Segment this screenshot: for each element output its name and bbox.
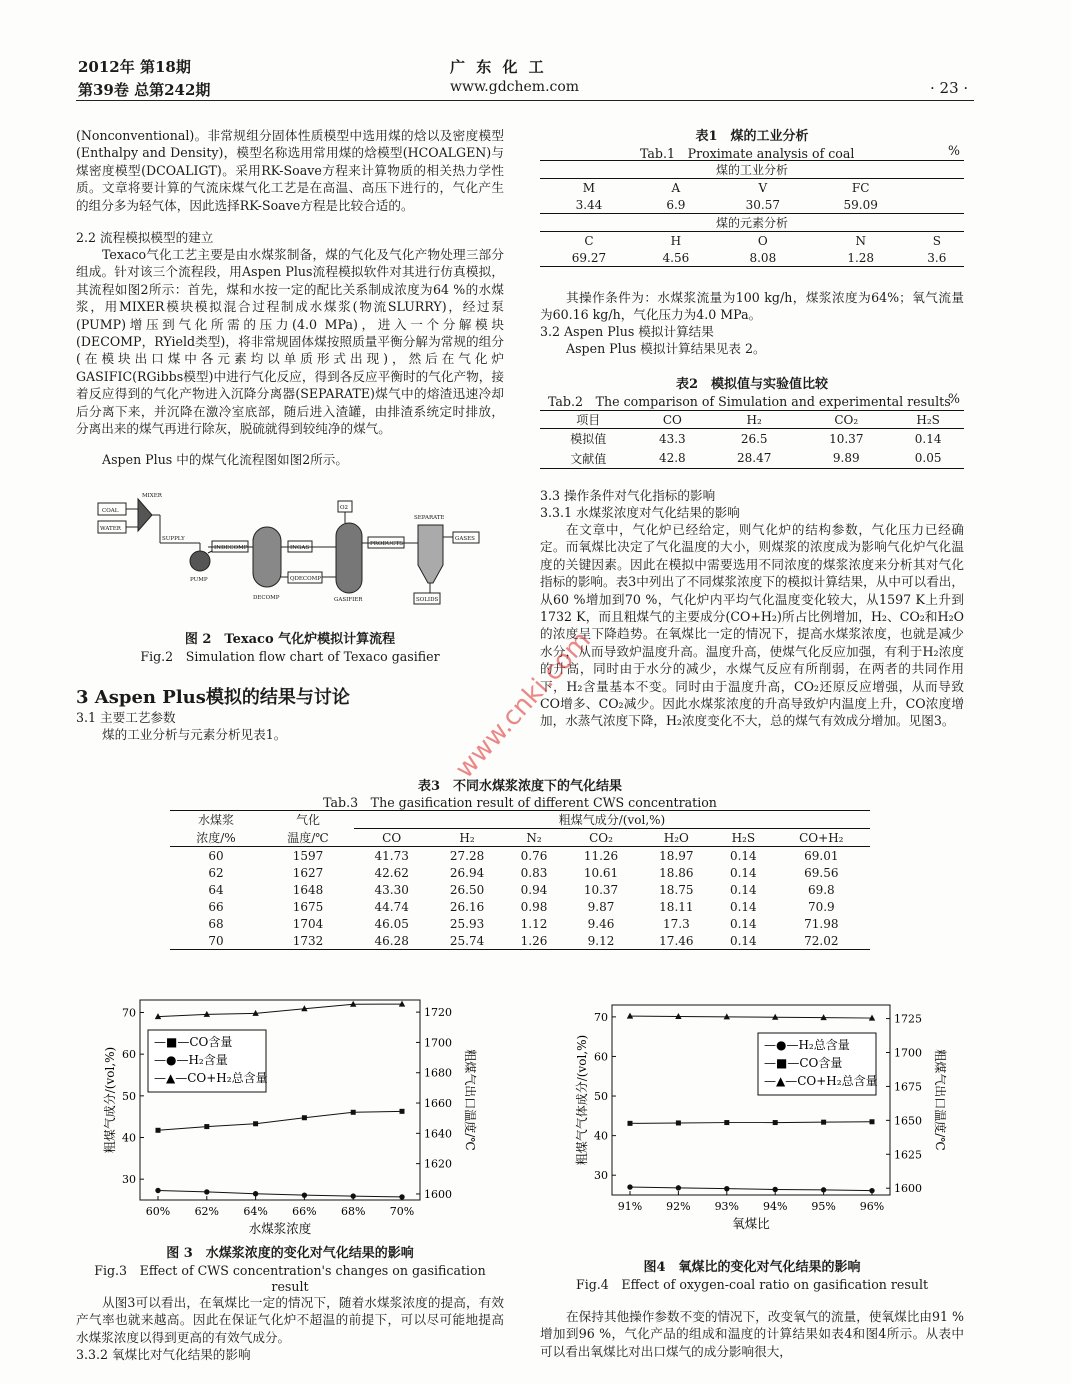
table1-sub1: 煤的工业分析 bbox=[540, 161, 964, 179]
fig2-caption-cn: 图 2 Texaco 气化炉模拟计算流程 bbox=[184, 632, 396, 647]
table3-cell: 69.56 bbox=[804, 865, 839, 880]
table-row bbox=[170, 915, 870, 932]
section-3-3: 3.3 操作条件对气化指标的影响 bbox=[540, 488, 716, 503]
data-point bbox=[302, 1115, 307, 1120]
data-point bbox=[773, 1120, 778, 1125]
y2-tick-label: 1700 bbox=[894, 1046, 922, 1060]
table3-cell: 26.94 bbox=[449, 865, 485, 880]
table3-cell: 1675 bbox=[292, 899, 324, 914]
table3-cell: 25.93 bbox=[449, 916, 485, 931]
table3-cell: 70 bbox=[208, 933, 224, 948]
table3-cell: 0.14 bbox=[729, 933, 757, 948]
table2-title-cn: 表2 模拟值与实验值比较 bbox=[675, 377, 829, 392]
fig4-caption-cn: 图4 氧煤比的变化对气化结果的影响 bbox=[643, 1260, 861, 1275]
table3-cell: 60 bbox=[208, 848, 224, 863]
table3-col-5: H₂S bbox=[731, 830, 756, 845]
data-point bbox=[351, 1193, 356, 1198]
table1-title-cn: 表1 煤的工业分析 bbox=[695, 129, 809, 144]
table1-h2-3: N bbox=[855, 233, 866, 248]
table2-head-0: 项目 bbox=[576, 413, 601, 427]
fig4-caption-en: Fig.4 Effect of oxygen-coal ratio on gasification result bbox=[575, 1277, 929, 1292]
flow-label-o2: O2 bbox=[340, 505, 349, 511]
table-row bbox=[170, 864, 870, 881]
data-point bbox=[724, 1120, 729, 1125]
y-tick-label: 50 bbox=[594, 1090, 608, 1104]
table2-r0-4: 0.14 bbox=[914, 431, 942, 446]
table3-cell: 44.74 bbox=[374, 899, 409, 914]
table1-h2-0: C bbox=[584, 233, 594, 248]
table1-h2-4: S bbox=[932, 233, 941, 248]
table3-cell: 0.14 bbox=[729, 865, 757, 880]
table3-cell: 9.87 bbox=[587, 899, 615, 914]
table-row bbox=[540, 429, 964, 449]
table-row bbox=[540, 179, 964, 197]
flow-pump-shape bbox=[190, 551, 210, 571]
data-point bbox=[302, 1192, 307, 1197]
series-line bbox=[158, 1111, 402, 1130]
table3-cell: 26.50 bbox=[449, 882, 485, 897]
table3-cell: 0.94 bbox=[520, 882, 548, 897]
y2-tick-label: 1640 bbox=[424, 1127, 452, 1141]
data-point bbox=[870, 1119, 875, 1124]
flow-label-solids: SOLIDS bbox=[416, 597, 439, 603]
legend-entry: —▲—CO+H₂总含量 bbox=[154, 1071, 268, 1085]
table3-cell: 0.14 bbox=[729, 916, 757, 931]
y2-axis-label: 粗煤气出口温度/℃ bbox=[463, 1049, 477, 1151]
flow-decomp-vessel bbox=[253, 527, 281, 587]
data-point bbox=[628, 1121, 633, 1126]
data-point bbox=[400, 1109, 405, 1114]
table1-h1-0: M bbox=[582, 180, 596, 195]
table2-r1-2: 28.47 bbox=[737, 451, 772, 466]
table3-col-0: CO bbox=[382, 830, 402, 845]
section-2-2: 2.2 流程模拟模型的建立 bbox=[76, 230, 214, 245]
flow-label-pump: PUMP bbox=[190, 577, 208, 583]
table-row bbox=[540, 249, 964, 267]
y2-tick-label: 1675 bbox=[894, 1080, 922, 1094]
issue-volume: 第39卷 总第242期 bbox=[78, 81, 211, 99]
data-point bbox=[869, 1188, 874, 1193]
table3-cell: 26.16 bbox=[449, 899, 485, 914]
table3-cell: 71.98 bbox=[804, 916, 839, 931]
table2-r1-4: 0.05 bbox=[914, 451, 942, 466]
fig3-caption-cn: 图 3 水煤浆浓度的变化对气化结果的影响 bbox=[166, 1246, 414, 1261]
y-tick-label: 40 bbox=[594, 1129, 608, 1143]
y2-tick-label: 1720 bbox=[424, 1006, 452, 1020]
x-tick-label: 95% bbox=[811, 1200, 836, 1213]
table3-h-temp1: 气化 bbox=[295, 813, 320, 828]
table-row bbox=[170, 932, 870, 950]
table2-head-3: CO₂ bbox=[834, 412, 859, 427]
data-point bbox=[676, 1120, 681, 1125]
table1-r1-1: 6.9 bbox=[666, 197, 686, 212]
flow-label-mixer: MIXER bbox=[142, 493, 162, 499]
table3-cell: 0.76 bbox=[520, 848, 548, 863]
table2-unit: % bbox=[948, 391, 960, 406]
y2-tick-label: 1700 bbox=[424, 1036, 452, 1050]
table3 bbox=[170, 810, 870, 950]
table1-h2-2: O bbox=[757, 233, 768, 248]
table1-r1-0: 3.44 bbox=[575, 197, 603, 212]
table1-r2-3: 1.28 bbox=[847, 250, 875, 265]
table3-title-en: Tab.3 The gasification result of different CWS concentration bbox=[323, 795, 717, 810]
table2-r0-0: 模拟值 bbox=[570, 432, 607, 447]
table1-h1-3: FC bbox=[851, 180, 870, 195]
table3-cell: 10.61 bbox=[583, 865, 619, 880]
table3-cell: 17.3 bbox=[662, 916, 690, 931]
table3-cell: 43.30 bbox=[374, 882, 409, 897]
table3-cell: 9.12 bbox=[587, 933, 615, 948]
y-tick-label: 60 bbox=[594, 1050, 608, 1064]
table1-title-en: Tab.1 Proximate analysis of coal bbox=[640, 146, 855, 161]
data-point bbox=[204, 1124, 209, 1129]
flow-label-coal: COAL bbox=[102, 508, 119, 514]
fig2-caption-en: Fig.2 Simulation flow chart of Texaco gasifier bbox=[140, 649, 440, 664]
flow-separator-vessel bbox=[418, 525, 443, 583]
table2-head-2: H₂ bbox=[746, 412, 762, 427]
fig3-chart bbox=[90, 990, 500, 1240]
data-point bbox=[253, 1191, 258, 1196]
table3-cell: 1732 bbox=[292, 933, 324, 948]
table1-r2-4: 3.6 bbox=[927, 250, 947, 265]
page-number: · 23 · bbox=[930, 79, 969, 97]
x-tick-label: 60% bbox=[145, 1205, 171, 1218]
left-para-1: (Nonconventional)。非常规组分固体性质模型中选用煤的焓以及密度模型(Enthalpy and Density)，模型名称选用常用煤的焓模型(HCOALGEN)与煤密度模型(DCOALIGT)。采用RK-Soave方程来计算物质的相关热力学性质。文章将要计算的气流床煤气化工艺是在高温、高压下进行的，气化产生的组分多为轻气体，因此选择RK-Soave方程是比较合适的。 bbox=[76, 128, 504, 213]
watermark: www.cnki.com bbox=[449, 625, 597, 785]
table3-cell: 18.86 bbox=[659, 865, 694, 880]
flow-gasifier-vessel bbox=[336, 523, 362, 593]
table2-head-4: H₂S bbox=[916, 412, 940, 427]
table3-cell: 41.73 bbox=[374, 848, 409, 863]
section-3-3-1: 3.3.1 水煤浆浓度对气化结果的影响 bbox=[540, 505, 740, 520]
table3-cell: 0.14 bbox=[729, 848, 757, 863]
flow-label-ingas: INGAS bbox=[290, 545, 310, 551]
table3-cell: 70.9 bbox=[807, 899, 835, 914]
data-point bbox=[156, 1128, 161, 1133]
section-3-1: 3.1 主要工艺参数 bbox=[76, 710, 176, 725]
table3-cell: 66 bbox=[208, 899, 224, 914]
section-3-2: 3.2 Aspen Plus 模拟计算结果 bbox=[540, 324, 714, 339]
table2-r0-1: 43.3 bbox=[658, 431, 686, 446]
table3-cell: 62 bbox=[208, 865, 224, 880]
table3-cell: 42.62 bbox=[374, 865, 409, 880]
data-point bbox=[627, 1184, 632, 1189]
series-line bbox=[630, 1122, 872, 1124]
section-3-3-2: 3.3.2 氧煤比对气化结果的影响 bbox=[76, 1347, 251, 1362]
y2-tick-label: 1625 bbox=[894, 1148, 922, 1162]
y-tick-label: 70 bbox=[122, 1006, 136, 1020]
table3-cell: 0.14 bbox=[729, 882, 757, 897]
flow-label-water: WATER bbox=[100, 526, 121, 532]
issue-year: 2012年 第18期 bbox=[78, 58, 191, 76]
x-tick-label: 68% bbox=[340, 1205, 366, 1218]
flow-label-qdecomp: QDECOMP bbox=[290, 576, 321, 582]
table3-cell: 46.05 bbox=[374, 916, 409, 931]
legend-entry: —■—CO含量 bbox=[764, 1056, 843, 1070]
x-tick-label: 91% bbox=[617, 1200, 643, 1213]
table3-cell: 10.37 bbox=[583, 882, 619, 897]
data-point bbox=[155, 1188, 160, 1193]
y-axis-label: 粗煤气气体成分/(vol,%) bbox=[575, 1034, 589, 1166]
table3-cell: 27.28 bbox=[449, 848, 485, 863]
table3-cell: 0.14 bbox=[729, 899, 757, 914]
data-point bbox=[351, 1110, 356, 1115]
x-tick-label: 94% bbox=[762, 1200, 788, 1213]
table3-col-3: CO₂ bbox=[589, 830, 613, 845]
journal-url[interactable]: www.gdchem.com bbox=[450, 79, 580, 95]
series-line bbox=[158, 1004, 402, 1017]
table1-sub2: 煤的元素分析 bbox=[540, 214, 964, 232]
flow-mixer-shape bbox=[138, 499, 152, 531]
table2-r1-1: 42.8 bbox=[658, 451, 686, 466]
table3-cell: 18.75 bbox=[659, 882, 694, 897]
table3-cell: 72.02 bbox=[804, 933, 839, 948]
table3-h-group: 粗煤气成分/(vol,%) bbox=[354, 811, 870, 829]
table2-head-1: CO bbox=[662, 412, 682, 427]
data-point bbox=[676, 1185, 681, 1190]
flow-label-gasifier: GASIFIER bbox=[334, 597, 363, 603]
table1-h2-1: H bbox=[670, 233, 682, 248]
table1-r2-1: 4.56 bbox=[662, 250, 690, 265]
right-para-3: 在文章中，气化炉已经给定，则气化炉的结构参数，气化压力已经确定。而氧煤比决定了气化温度的大小，则煤浆的浓度成为影响气化炉气化温度的关键因素。因此在模拟中需要选用不同浓度的煤浆浓度来分析其对气化指标的影响。表3中列出了不同煤浆浓度下的模拟计算结果，从中可以看出，从60 %增加到70 %，气化炉内平均气化温度变化较大，从1597 K上升到1732 K，而且粗煤气的主要成分(CO+H₂)所占比例增加，H₂、CO₂和H₂O的浓度呈下降趋势。在氧煤比一定的情况下，提高水煤浆浓度，也就是减少水分，从而导致炉温度升高。温度升高，使煤气化反应加强，有利于H₂浓度的升高，同时由于水分的减少，水煤气反应有所削弱，在两者的共同作用下，H₂含量基本不变。同时由于温度升高，CO₂还原反应增强，从而导致CO增多、CO₂减少。因此水煤浆浓度的升高导致炉内温度上升，CO浓度增加，水蒸气浓度下降，H₂浓度变化不大，总的煤气有效成分增加。见图3。 bbox=[540, 522, 964, 729]
y-tick-label: 30 bbox=[594, 1169, 608, 1183]
table1 bbox=[540, 160, 964, 267]
table2-r0-3: 10.37 bbox=[829, 431, 864, 446]
data-point bbox=[204, 1189, 209, 1194]
flowchart-diagram bbox=[88, 485, 498, 610]
data-point bbox=[627, 1013, 633, 1019]
fig4-chart bbox=[560, 995, 960, 1245]
table3-cell: 1627 bbox=[292, 865, 324, 880]
table1-h1-2: V bbox=[758, 180, 768, 195]
table-row bbox=[170, 829, 870, 847]
table3-cell: 18.11 bbox=[659, 899, 694, 914]
table3-cell: 0.98 bbox=[520, 899, 548, 914]
y-axis-label: 粗煤气成分/(vol,%) bbox=[103, 1046, 117, 1154]
y-tick-label: 40 bbox=[122, 1131, 136, 1145]
x-axis-label: 氧煤比 bbox=[732, 1216, 770, 1231]
table3-cell: 18.97 bbox=[659, 848, 694, 863]
table1-r2-0: 69.27 bbox=[571, 250, 607, 265]
flow-label-supply: SUPPLY bbox=[162, 536, 185, 542]
left-para-3: Aspen Plus 中的煤气化流程图如图2所示。 bbox=[102, 452, 348, 467]
right-para-1: 其操作条件为：水煤浆流量为100 kg/h，煤浆浓度为64%；氧气流量为60.16 kg/h，气化压力为4.0 MPa。 bbox=[540, 290, 964, 323]
table2-r1-0: 文献值 bbox=[570, 451, 607, 466]
left-para-2: Texaco气化工艺主要是由水煤浆制备，煤的气化及气化产物处理三部分组成。针对该三个流程段，用Aspen Plus流程模拟软件对其进行仿真模拟，其流程如图2所示：首先，煤和水按一定的配比关系制成浓度为64 %的水煤浆，用MIXER模块模拟混合过程制成水煤浆(物流SLURRY)，经过泵(PUMP)增压到气化所需的压力(4.0 MPa)，进入一个分解模块(DECOMP，RYield类型)，将非常规固体煤按照质量平衡分解为常规的组分(在模块出口煤中各元素均以单质形式出现)，然后在气化炉GASIFIC(RGibbs模型)中进行气化反应，得到各反应平衡时的气化产物，接着反应得到的气化产物进入沉降分离器(SEPARATE)煤气中的熔渣迅速冷却后分离下来，并沉降在激冷室底部，随后进入渣罐，由排渣系统定时排放，分离出来的煤气再进行除灰，脱硫就得到较纯净的煤气。 bbox=[76, 247, 504, 437]
table3-title-cn: 表3 不同水煤浆浓度下的气化结果 bbox=[417, 779, 623, 794]
data-point bbox=[773, 1187, 778, 1192]
table-row bbox=[540, 196, 964, 214]
flow-label-products: PRODUCTS bbox=[370, 541, 404, 547]
series-line bbox=[630, 1016, 872, 1018]
table3-cell: 69.01 bbox=[804, 848, 839, 863]
table3-cell: 1.26 bbox=[520, 933, 548, 948]
table2-title-en: Tab.2 The comparison of Simulation and experimental results bbox=[548, 394, 951, 409]
x-tick-label: 62% bbox=[194, 1205, 220, 1218]
table3-cell: 64 bbox=[208, 882, 224, 897]
table3-cell: 9.46 bbox=[587, 916, 615, 931]
table3-cell: 25.74 bbox=[449, 933, 485, 948]
table3-h-cws1: 水煤浆 bbox=[197, 813, 234, 828]
series-line bbox=[158, 1191, 402, 1197]
data-point bbox=[399, 1001, 405, 1007]
table1-r1-3: 59.09 bbox=[843, 197, 878, 212]
x-tick-label: 70% bbox=[389, 1205, 415, 1218]
header-rule bbox=[76, 100, 974, 101]
flow-label-gases: GASES bbox=[455, 536, 475, 542]
y-tick-label: 60 bbox=[122, 1048, 136, 1062]
table-row bbox=[170, 881, 870, 898]
y2-tick-label: 1650 bbox=[894, 1114, 922, 1128]
legend-entry: —●—H₂总含量 bbox=[764, 1038, 850, 1052]
y-tick-label: 70 bbox=[594, 1010, 608, 1024]
data-point bbox=[821, 1187, 826, 1192]
series-line bbox=[630, 1187, 872, 1191]
section-3-heading: 3 Aspen Plus模拟的结果与讨论 bbox=[76, 687, 350, 708]
table3-h-cws2: 浓度/% bbox=[196, 830, 236, 845]
table3-cell: 1597 bbox=[292, 848, 324, 863]
y2-tick-label: 1600 bbox=[424, 1187, 452, 1201]
table3-cell: 69.8 bbox=[807, 882, 835, 897]
table3-col-4: H₂O bbox=[663, 830, 689, 845]
y2-tick-label: 1600 bbox=[894, 1182, 922, 1196]
bottom-right-para: 在保持其他操作参数不变的情况下，改变氧气的流量，使氧煤比由91 %增加到96 %，气化产品的组成和温度的计算结果如表4和图4所示。从表中可以看出氧煤比对出口煤气的成分影响很大， bbox=[540, 1309, 964, 1359]
y2-tick-label: 1680 bbox=[424, 1066, 452, 1080]
table3-col-6: CO+H₂ bbox=[799, 830, 844, 845]
table3-cell: 1.12 bbox=[520, 916, 548, 931]
table3-cell: 68 bbox=[208, 916, 224, 931]
table-row bbox=[540, 411, 964, 429]
table1-unit: % bbox=[948, 143, 960, 158]
data-point bbox=[821, 1120, 826, 1125]
x-axis-label: 水煤浆浓度 bbox=[248, 1221, 312, 1236]
table3-cell: 1648 bbox=[292, 882, 324, 897]
legend-entry: —▲—CO+H₂总含量 bbox=[764, 1074, 878, 1088]
journal-name: 广 东 化 工 bbox=[450, 58, 547, 76]
data-point bbox=[253, 1121, 258, 1126]
table2 bbox=[540, 410, 964, 469]
y2-axis-label: 粗煤气出口温度/℃ bbox=[933, 1049, 947, 1151]
table1-r2-2: 8.08 bbox=[749, 250, 777, 265]
table3-h-temp2: 温度/℃ bbox=[287, 830, 329, 845]
x-tick-label: 64% bbox=[243, 1205, 268, 1218]
right-para-2: Aspen Plus 模拟计算结果见表 2。 bbox=[566, 341, 766, 356]
fig3-caption-en: Fig.3 Effect of CWS concentration's changes on gasification result bbox=[94, 1263, 486, 1294]
left-para-4: 煤的工业分析与元素分析见表1。 bbox=[102, 727, 287, 742]
x-tick-label: 93% bbox=[714, 1200, 740, 1213]
y-tick-label: 30 bbox=[122, 1173, 136, 1187]
table-row bbox=[540, 232, 964, 250]
table-row bbox=[170, 898, 870, 915]
x-tick-label: 92% bbox=[666, 1200, 691, 1213]
flow-label-indecomp: INDECOMP bbox=[214, 545, 248, 551]
table2-r1-3: 9.89 bbox=[832, 451, 860, 466]
y2-tick-label: 1620 bbox=[424, 1157, 452, 1171]
table2-r0-2: 26.5 bbox=[740, 431, 768, 446]
table1-h1-1: A bbox=[671, 180, 681, 195]
table3-cell: 46.28 bbox=[374, 933, 409, 948]
flow-label-decomp: DECOMP bbox=[253, 595, 280, 601]
table3-body bbox=[170, 847, 870, 950]
bottom-left-para: 从图3可以看出，在氧煤比一定的情况下，随着水煤浆浓度的提高，有效产气率也就来越高。因此在保证气化炉不超温的前提下，可以尽可能地提高水煤浆浓度以得到更高的有效气成分。 bbox=[76, 1295, 504, 1345]
table-row bbox=[540, 449, 964, 469]
table-row bbox=[170, 847, 870, 865]
data-point bbox=[399, 1194, 404, 1199]
data-point bbox=[724, 1186, 729, 1191]
x-tick-label: 96% bbox=[859, 1200, 885, 1213]
y2-tick-label: 1725 bbox=[894, 1012, 922, 1026]
table3-col-2: N₂ bbox=[526, 830, 542, 845]
table3-cell: 0.83 bbox=[520, 865, 548, 880]
table3-cell: 17.46 bbox=[659, 933, 694, 948]
table3-cell: 1704 bbox=[292, 916, 324, 931]
legend-entry: —●—H₂含量 bbox=[154, 1053, 228, 1067]
table3-cell: 11.26 bbox=[583, 848, 619, 863]
flow-label-separate: SEPARATE bbox=[414, 515, 445, 521]
table3-col-1: H₂ bbox=[459, 830, 475, 845]
y-tick-label: 50 bbox=[122, 1089, 136, 1103]
x-tick-label: 66% bbox=[292, 1205, 317, 1218]
table1-r1-2: 30.57 bbox=[745, 197, 781, 212]
y2-tick-label: 1660 bbox=[424, 1097, 452, 1111]
legend-entry: —■—CO含量 bbox=[154, 1035, 233, 1049]
